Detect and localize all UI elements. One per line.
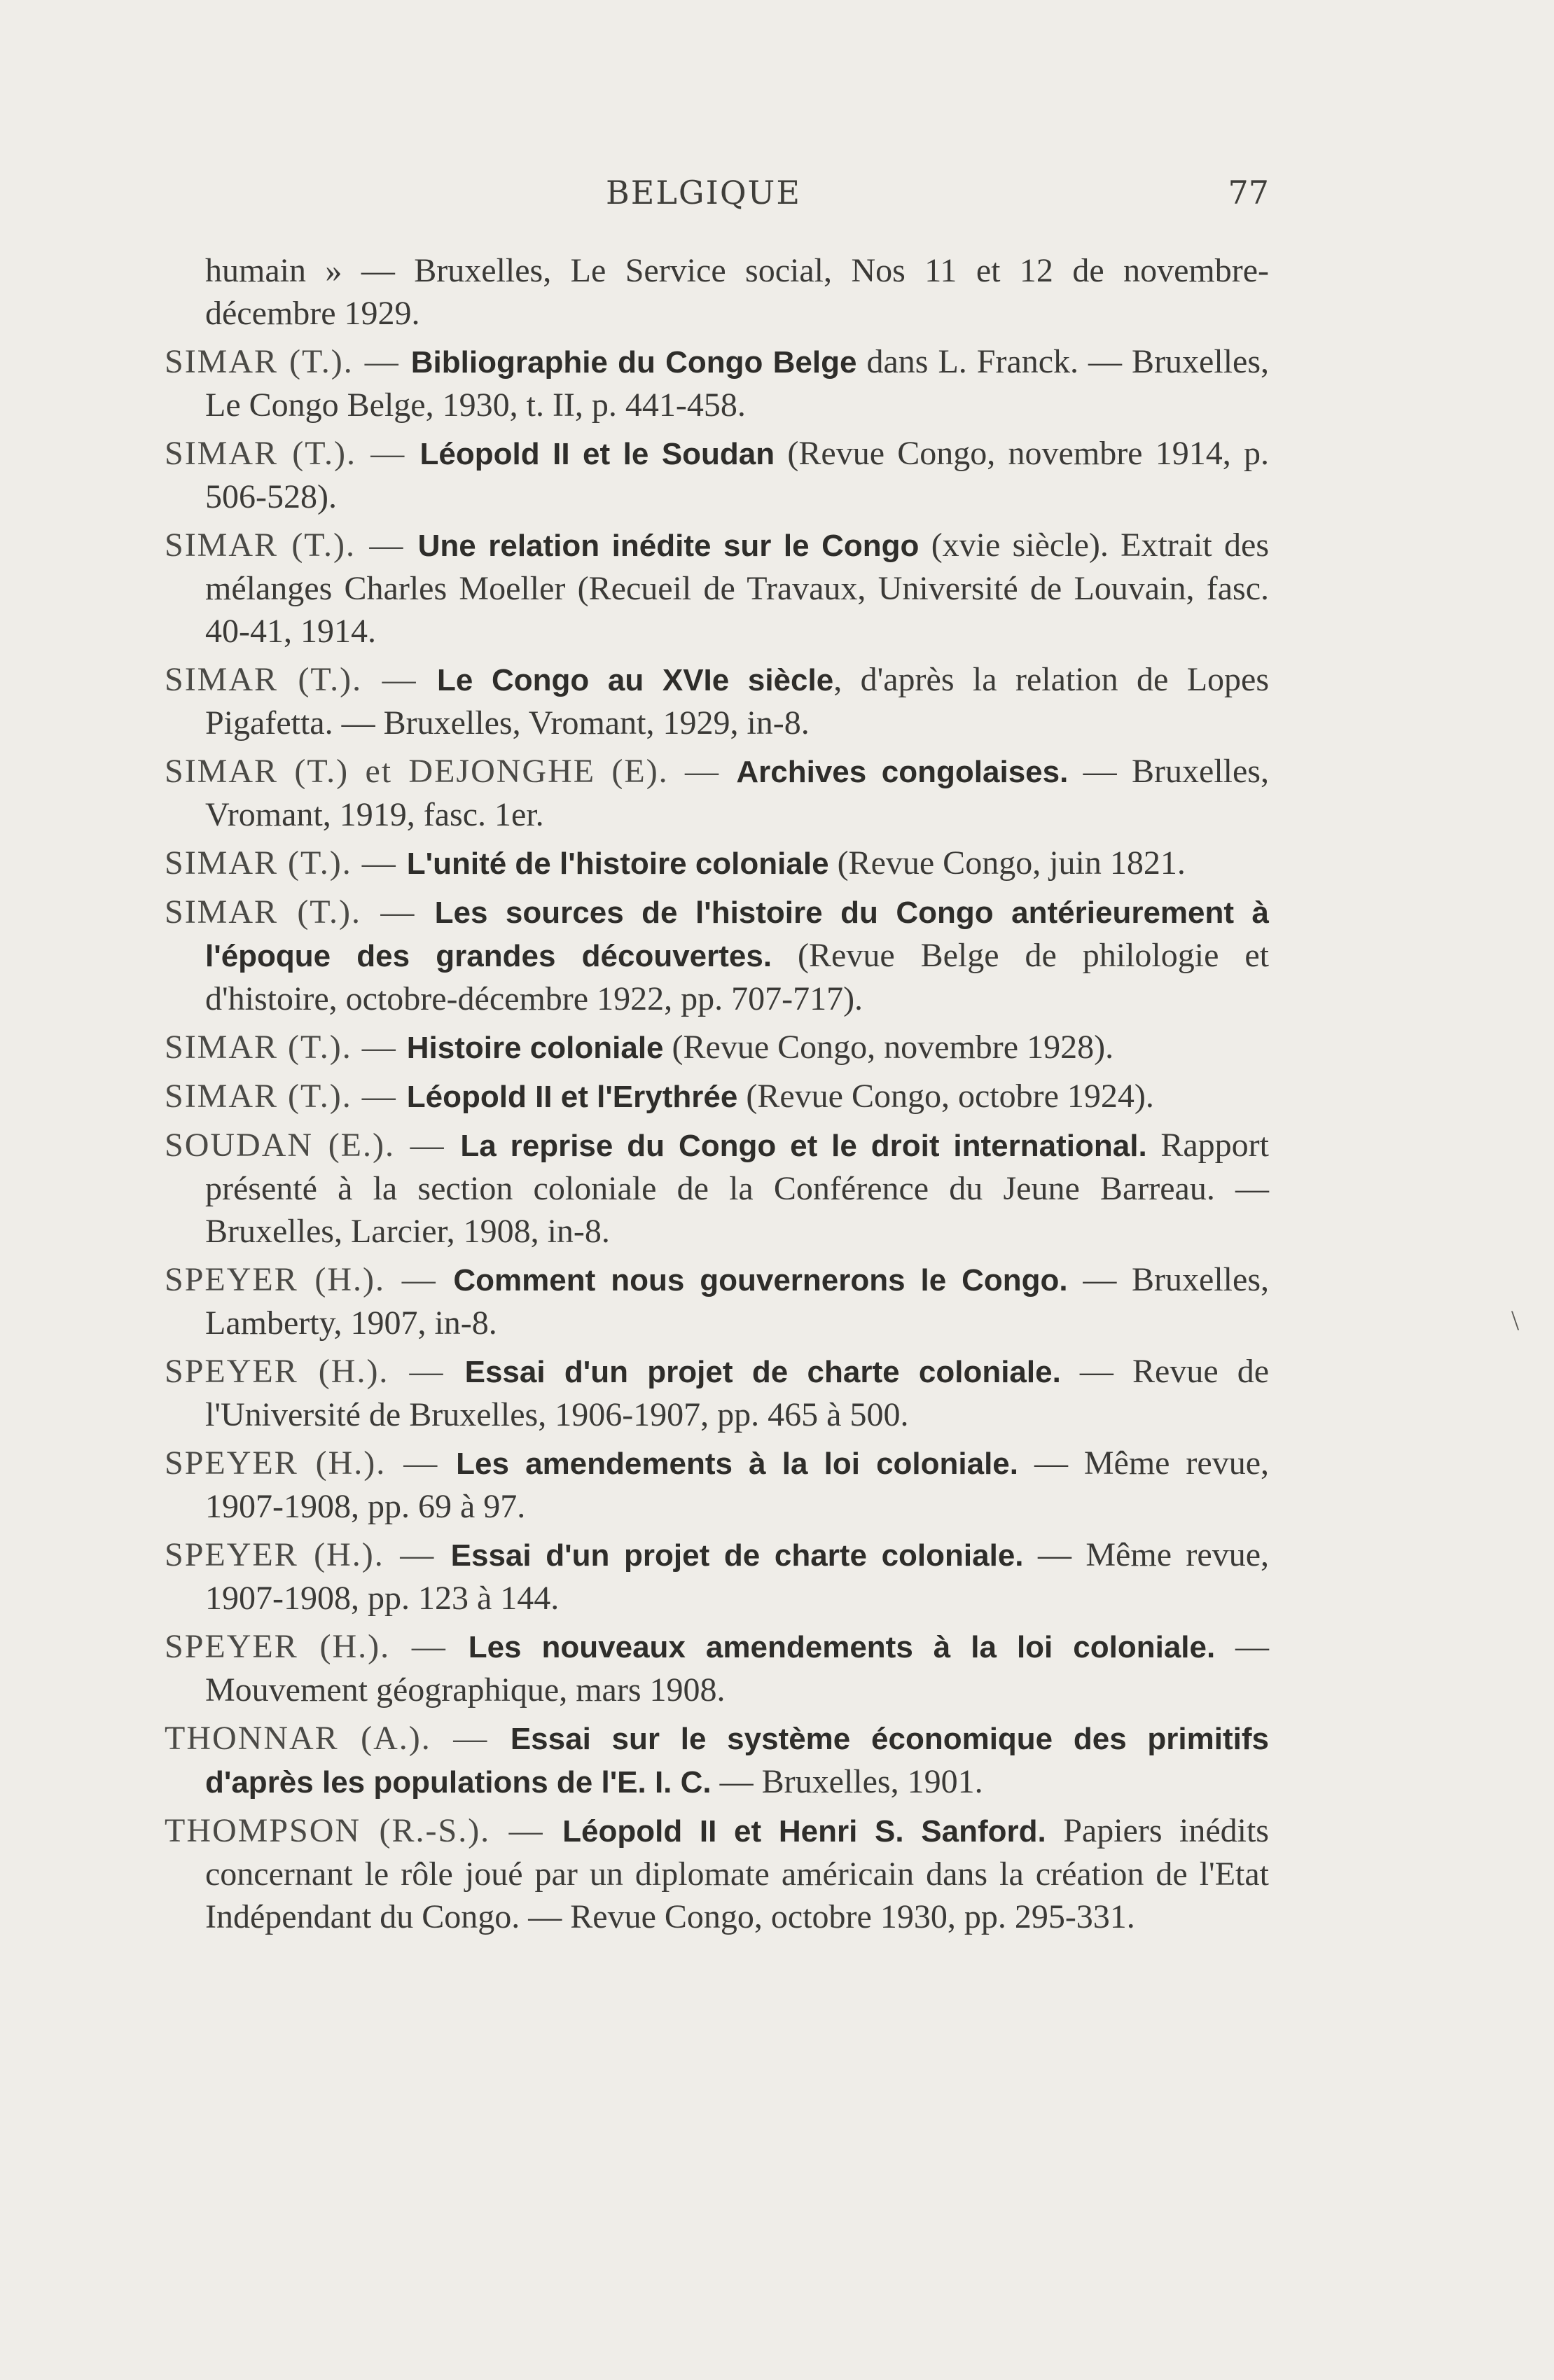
bibliography-entry xyxy=(165,1350,1269,1436)
entry-author: SIMAR (T.). — xyxy=(165,661,437,698)
entry-title: Léopold II et le Soudan xyxy=(419,437,775,471)
bibliography-entry xyxy=(165,432,1269,518)
entry-publication: — Mouvement géographique, mars 1908. xyxy=(205,1628,1270,1709)
entry-publication: (Revue Congo, novembre 1914, p. 506-528). xyxy=(205,435,1269,515)
entry-author: SOUDAN (E.). — xyxy=(165,1127,461,1164)
page-header xyxy=(165,174,1269,223)
bibliography-entry xyxy=(165,1075,1269,1118)
bibliography-entry xyxy=(165,1258,1269,1344)
entry-publication: Rapport présenté à la section coloniale de la Conférence du Jeune Barreau. — Bruxelles, Larcier, 1908, in-8. xyxy=(205,1127,1269,1250)
entry-author: SPEYER (H.). — xyxy=(165,1353,465,1390)
entry-author: THONNAR (A.). — xyxy=(165,1720,511,1757)
entry-publication: (Revue Belge de philologie et d'histoire, octobre-décembre 1922, pp. 707-717). xyxy=(205,937,1269,1017)
entry-title: Bibliographie du Congo Belge xyxy=(410,345,857,380)
entry-title: Le Congo au XVIe siècle xyxy=(436,663,834,697)
entry-publication: — Revue de l'Université de Bruxelles, 1906-1907, pp. 465 à 500. xyxy=(205,1353,1270,1433)
entry-author: SIMAR (T.). — xyxy=(165,893,435,931)
bibliography-list xyxy=(165,249,1269,1944)
bibliography-entry xyxy=(165,340,1269,426)
entry-title: Léopold II et l'Erythrée xyxy=(406,1080,738,1114)
entry-title: Histoire coloniale xyxy=(406,1031,664,1065)
entry-title: Essai d'un projet de charte coloniale. xyxy=(450,1538,1024,1573)
entry-publication: — Bruxelles, 1901. xyxy=(711,1763,983,1800)
entry-author: SIMAR (T.). — xyxy=(165,343,411,380)
entry-author: SPEYER (H.). — xyxy=(165,1261,454,1298)
bibliography-entry xyxy=(165,1625,1269,1711)
entry-publication: (Revue Congo, juin 1821. xyxy=(828,844,1186,882)
entry-title: Les nouveaux amendements à la loi coloniale. xyxy=(468,1630,1216,1664)
entry-author: SPEYER (H.). — xyxy=(165,1628,469,1665)
entry-title: Essai d'un projet de charte coloniale. xyxy=(464,1355,1061,1389)
entry-author: SIMAR (T.) et DEJONGHE (E). — xyxy=(165,753,737,790)
bibliography-entry xyxy=(165,524,1269,653)
entry-title: Archives congolaises. xyxy=(736,755,1069,789)
bibliography-entry xyxy=(165,1124,1269,1253)
entry-author: SPEYER (H.). — xyxy=(165,1536,451,1573)
entry-publication: — Bruxelles, Vromant, 1919, fasc. 1er. xyxy=(205,753,1269,833)
entry-publication: , d'après la relation de Lopes Pigafetta. — Bruxelles, Vromant, 1929, in-8. xyxy=(205,661,1269,742)
bibliography-entry xyxy=(165,891,1269,1020)
margin-mark: \ xyxy=(1511,1304,1520,1336)
entry-title: L'unité de l'histoire coloniale xyxy=(406,847,829,881)
entry-publication: — Même revue, 1907-1908, pp. 123 à 144. xyxy=(205,1536,1270,1617)
bibliography-entry xyxy=(165,1809,1269,1938)
entry-author: SIMAR (T.). — xyxy=(165,435,420,472)
entry-text: humain » — Bruxelles, Le Service social, Nos 11 et 12 de novembre-décembre 1929. xyxy=(205,252,1269,332)
entry-title: Léopold II et Henri S. Sanford. xyxy=(562,1814,1046,1849)
entry-author: SIMAR (T.). — xyxy=(165,1078,407,1115)
bibliography-entry-continued xyxy=(165,249,1269,335)
entry-title: Les sources de l'histoire du Congo antérieurement à l'époque des grandes découvertes. xyxy=(205,896,1270,973)
entry-title: La reprise du Congo et le droit international. xyxy=(460,1129,1147,1163)
entry-publication: Papiers inédits concernant le rôle joué par un diplomate américain dans la création de l'Etat Indépendant du Congo. — Revue Congo, octobre 1930, pp. 295-331. xyxy=(205,1812,1269,1935)
entry-publication: (Revue Congo, novembre 1928). xyxy=(663,1029,1114,1066)
entry-publication: (Revue Congo, octobre 1924). xyxy=(737,1078,1154,1115)
entry-publication: — Même revue, 1907-1908, pp. 69 à 97. xyxy=(205,1445,1270,1525)
bibliography-entry xyxy=(165,1442,1269,1528)
entry-title: Essai sur le système économique des primitifs d'après les populations de l'E. I. C. xyxy=(205,1722,1269,1800)
entry-author: THOMPSON (R.-S.). — xyxy=(165,1812,563,1849)
entry-title: Comment nous gouvernerons le Congo. xyxy=(453,1263,1068,1297)
entry-publication: (xvie siècle). Extrait des mélanges Charles Moeller (Recueil de Travaux, Université de Louvain, fasc. 40-41, 1914. xyxy=(205,527,1270,650)
entry-title: Une relation inédite sur le Congo xyxy=(417,529,920,563)
entry-author: SIMAR (T.). — xyxy=(165,1029,407,1066)
bibliography-entry xyxy=(165,1026,1269,1069)
bibliography-entry xyxy=(165,1533,1269,1620)
bibliography-entry xyxy=(165,750,1269,836)
page-number: 77 xyxy=(1228,174,1269,211)
bibliography-entry xyxy=(165,658,1269,744)
entry-author: SIMAR (T.). — xyxy=(165,527,418,564)
running-head: BELGIQUE xyxy=(606,174,801,211)
entry-author: SPEYER (H.). — xyxy=(165,1445,457,1482)
bibliography-entry xyxy=(165,842,1269,885)
entry-publication: dans L. Franck. — Bruxelles, Le Congo Belge, 1930, t. II, p. 441-458. xyxy=(205,343,1270,424)
entry-title: Les amendements à la loi coloniale. xyxy=(456,1447,1019,1481)
bibliography-entry xyxy=(165,1717,1269,1804)
entry-publication: — Bruxelles, Lamberty, 1907, in-8. xyxy=(205,1261,1269,1342)
entry-author: SIMAR (T.). — xyxy=(165,844,407,882)
